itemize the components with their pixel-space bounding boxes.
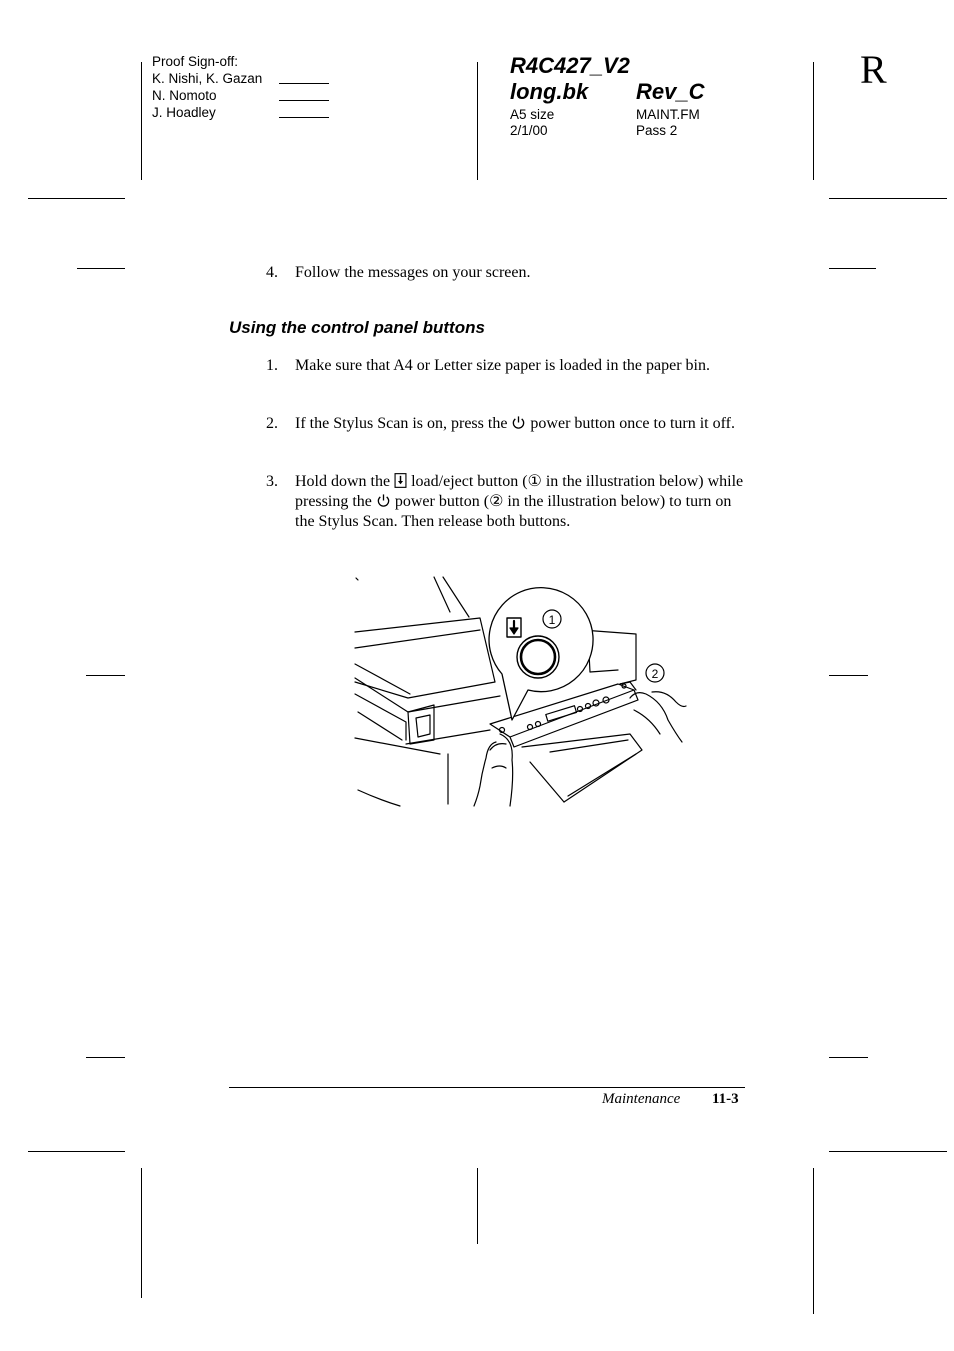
crop-mark (829, 198, 947, 199)
signature-line (279, 117, 329, 118)
crop-mark (813, 62, 814, 180)
crop-mark (829, 268, 876, 269)
crop-mark (141, 62, 142, 180)
section-heading: Using the control panel buttons (229, 318, 485, 337)
revision: Rev_C (636, 79, 705, 104)
callout-label-2: 2 (651, 667, 659, 681)
scanner-lid-edge (356, 578, 358, 580)
right-hand (634, 710, 660, 734)
left-hand (490, 744, 506, 750)
scanner-body (355, 694, 406, 740)
signoff-row (152, 104, 262, 121)
crop-mark (28, 198, 125, 199)
signoff-row (152, 70, 262, 87)
document-cover-edge (355, 664, 410, 694)
book-name: long.bk (510, 79, 589, 104)
signature-line (279, 100, 329, 101)
scanner-lid-edge (434, 577, 450, 612)
crop-mark (86, 675, 125, 676)
footer-section-name: Maintenance (602, 1091, 681, 1107)
step-text: Hold down the load/eject button (① in the illustration below) while pressing the power button (② in the illustration below) to turn on the Stylus Scan. Then release both buttons. (295, 473, 744, 530)
crop-mark (477, 1168, 478, 1244)
document-cover-edge (355, 630, 480, 648)
control-panel-illustration (350, 572, 690, 808)
step-number: 3. (266, 473, 278, 490)
step-text: Follow the messages on your screen. (295, 264, 531, 281)
pass-number: Pass 2 (636, 123, 678, 138)
scanner-base (358, 790, 400, 806)
doc-date: 2/1/00 (510, 123, 548, 138)
crop-mark (829, 675, 868, 676)
crop-mark (829, 1057, 868, 1058)
crop-mark (477, 62, 478, 180)
step-number: 1. (266, 357, 278, 374)
crop-mark (813, 1168, 814, 1314)
signature-line (279, 83, 329, 84)
panel-button (528, 725, 533, 730)
control-panel (510, 690, 638, 747)
margin-mark: R (860, 47, 887, 92)
callout-label-1: 1 (548, 613, 556, 627)
signoff-name: K. Nishi, K. Gazan (152, 71, 263, 86)
crop-mark (141, 1168, 142, 1298)
crop-mark (829, 1151, 947, 1152)
callout-bubble (489, 588, 593, 720)
step-number: 2. (266, 415, 278, 432)
signoff-row (152, 87, 262, 104)
page-number: 11-3 (712, 1091, 739, 1107)
left-hand (474, 742, 496, 806)
output-tray (530, 762, 564, 802)
scanner-lid-edge (443, 577, 469, 617)
proof-title: Proof Sign-off: (152, 54, 239, 69)
footer-rule (229, 1087, 745, 1088)
document-cover (355, 618, 495, 698)
file-name: MAINT.FM (636, 107, 700, 122)
signoff-name: J. Hoadley (152, 105, 216, 120)
power-icon (376, 493, 391, 508)
left-hand (500, 734, 513, 806)
crop-mark (86, 1057, 125, 1058)
left-hand (492, 766, 506, 768)
lcd-panel (546, 706, 577, 721)
signoff-name: N. Nomoto (152, 88, 217, 103)
step-number: 4. (266, 264, 278, 281)
crop-mark (28, 1151, 125, 1152)
proof-signoff (152, 53, 262, 121)
crop-mark (77, 268, 125, 269)
step-text: Make sure that A4 or Letter size paper is loaded in the paper bin. (295, 357, 710, 374)
load-eject-icon (394, 473, 407, 488)
power-icon (511, 415, 526, 430)
scanner-latch (416, 715, 430, 737)
output-tray (522, 734, 642, 802)
printer-section (590, 670, 618, 672)
paper-size: A5 size (510, 107, 555, 122)
right-hand (652, 692, 686, 707)
output-tray (568, 754, 636, 796)
doc-id: R4C427_V2 (510, 53, 630, 78)
step-text: If the Stylus Scan is on, press the power button once to turn it off. (295, 415, 735, 432)
